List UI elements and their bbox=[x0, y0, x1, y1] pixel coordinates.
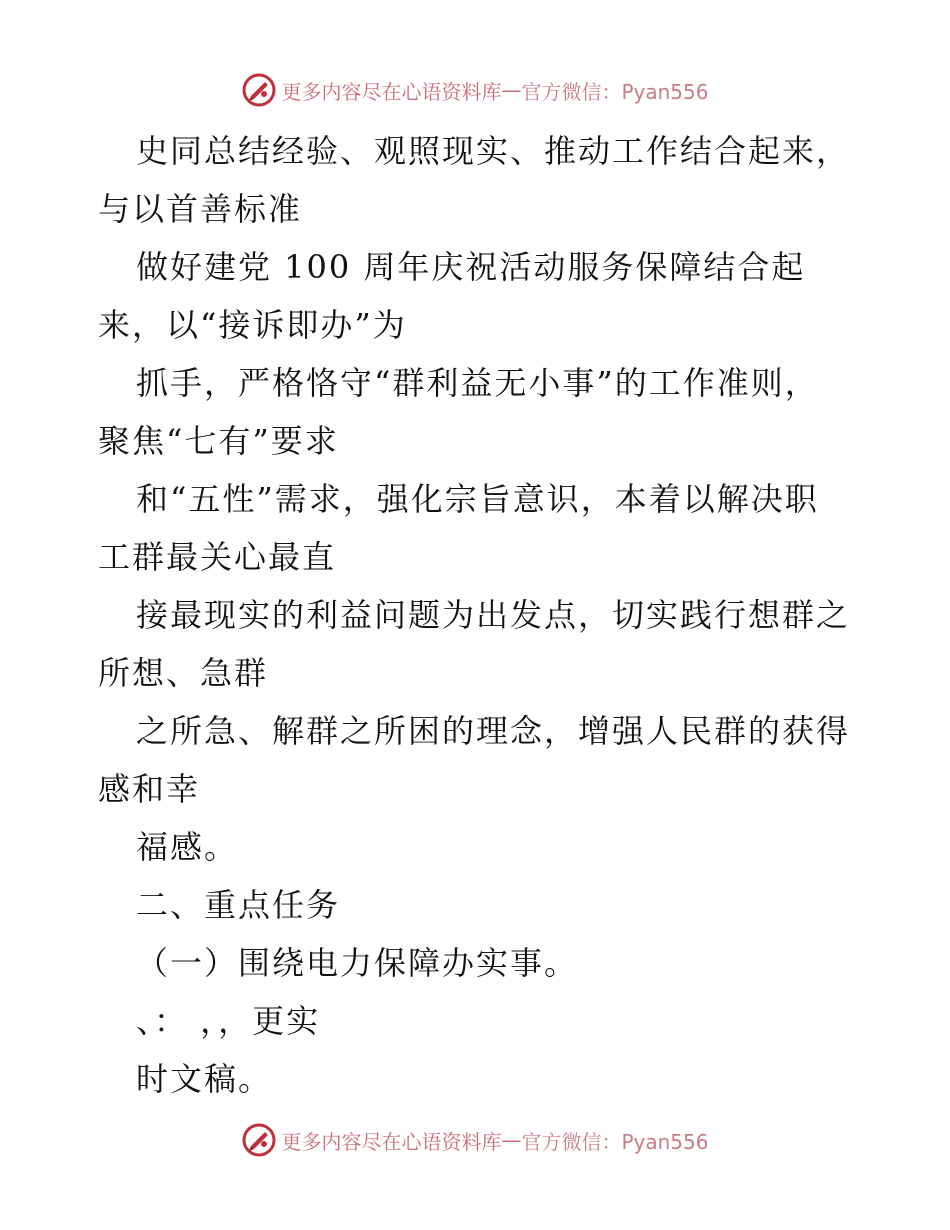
body-line: 时文稿。 bbox=[136, 1060, 273, 1098]
body-line: 之所急、解群之所困的理念，增强人民群的获得 bbox=[136, 712, 851, 750]
body-line: 和“五性”需求，强化宗旨意识，本着以解决职 bbox=[136, 480, 819, 518]
body-line: 聚焦“七有”要求 bbox=[98, 422, 339, 460]
document-body bbox=[98, 122, 858, 1108]
body-line: 做好建党 100 周年庆祝活动服务保障结合起 bbox=[136, 248, 806, 286]
watermark-contact: 官方微信：Pyan556 bbox=[521, 1129, 709, 1154]
logo-icon bbox=[241, 1122, 277, 1158]
watermark-brand: 更多内容尽在心语资料库 bbox=[281, 79, 502, 104]
subsection-heading: （一）围绕电力保障办实事。 bbox=[136, 944, 579, 982]
body-line: 、： ，，更实 bbox=[136, 1002, 321, 1040]
watermark-dash: — bbox=[501, 1128, 522, 1152]
body-line: 所想、急群 bbox=[98, 654, 269, 692]
section-heading: 二、重点任务 bbox=[136, 886, 341, 924]
watermark-dash: — bbox=[501, 78, 522, 102]
watermark-contact: 官方微信：Pyan556 bbox=[521, 79, 709, 104]
body-line: 抓手，严格恪守“群利益无小事”的工作准则， bbox=[136, 364, 819, 402]
body-line: 工群最关心最直 bbox=[98, 538, 337, 576]
body-line: 感和幸 bbox=[98, 770, 201, 808]
footer-watermark bbox=[0, 1120, 950, 1160]
watermark-brand: 更多内容尽在心语资料库 bbox=[281, 1129, 502, 1154]
logo-icon bbox=[241, 72, 277, 108]
body-line: 接最现实的利益问题为出发点，切实践行想群之 bbox=[136, 596, 851, 634]
body-line: 来，以“接诉即办”为 bbox=[98, 306, 407, 344]
header-watermark bbox=[0, 70, 950, 110]
body-line: 史同总结经验、观照现实、推动工作结合起来， bbox=[136, 132, 851, 170]
body-line: 福感。 bbox=[136, 828, 239, 866]
body-line: 与以首善标准 bbox=[98, 190, 303, 228]
